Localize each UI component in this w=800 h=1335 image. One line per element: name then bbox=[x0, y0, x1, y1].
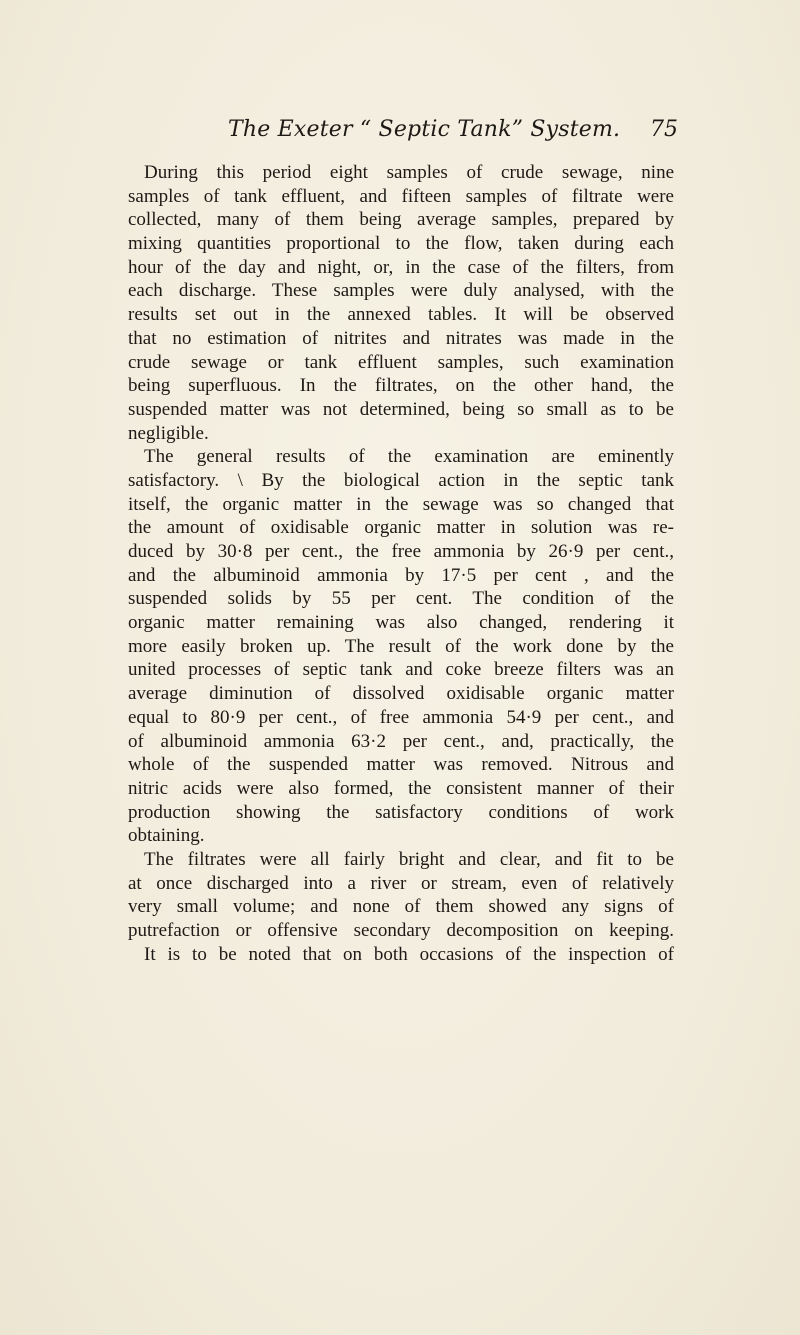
text-line: production showing the satisfactory conditions of work bbox=[128, 801, 674, 823]
text-line: results set out in the annexed tables. It will be observed bbox=[128, 304, 674, 326]
text-line: united processes of septic tank and coke breeze filters was an bbox=[128, 659, 674, 681]
text-line: mixing quantities proportional to the flow, taken during each bbox=[128, 233, 674, 255]
text-line: During this period eight samples of crude sewage, nine bbox=[144, 162, 674, 183]
text-line: satisfactory. \ By the biological action in the septic tank bbox=[128, 469, 674, 491]
text-line: organic matter remaining was also changed, rendering it bbox=[128, 612, 674, 634]
text-line: It is to be noted that on both occasions of the inspection of bbox=[144, 943, 674, 965]
text-line: obtaining. bbox=[128, 825, 205, 847]
text-line: each discharge. These samples were duly analysed, with the bbox=[128, 280, 674, 302]
text-line: the amount of oxidisable organic matter in solution was re- bbox=[128, 517, 674, 539]
text-line: negligible. bbox=[128, 422, 209, 444]
running-head bbox=[0, 117, 800, 153]
running-title: The Exeter “ Septic Tank” System. bbox=[228, 117, 621, 142]
text-line: average diminution of dissolved oxidisable organic matter bbox=[128, 683, 674, 705]
text-line: whole of the suspended matter was removed. Nitrous and bbox=[128, 754, 674, 776]
text-line: duced by 30·8 per cent., the free ammonia by 26·9 per cent., bbox=[128, 541, 674, 562]
body-text bbox=[128, 161, 674, 966]
page-number: 75 bbox=[650, 117, 678, 142]
text-line: suspended matter was not determined, being so small as to be bbox=[128, 398, 674, 420]
text-line: being superfluous. In the filtrates, on the other hand, the bbox=[128, 375, 674, 397]
text-line: The general results of the examination are eminently bbox=[144, 446, 674, 468]
text-line: crude sewage or tank effluent samples, such examination bbox=[128, 351, 674, 373]
text-line: that no estimation of nitrites and nitrates was made in the bbox=[128, 327, 674, 349]
text-line: nitric acids were also formed, the consistent manner of their bbox=[128, 777, 674, 799]
text-line: collected, many of them being average samples, prepared by bbox=[128, 209, 674, 231]
text-line: samples of tank effluent, and fifteen samples of filtrate were bbox=[128, 185, 674, 207]
text-line: of albuminoid ammonia 63·2 per cent., and, practically, the bbox=[128, 730, 674, 752]
text-line: putrefaction or offensive secondary decomposition on keeping. bbox=[128, 920, 674, 941]
text-line: at once discharged into a river or stream, even of relatively bbox=[128, 872, 674, 894]
text-line: and the albuminoid ammonia by 17·5 per cent , and the bbox=[128, 564, 674, 586]
text-line: very small volume; and none of them showed any signs of bbox=[128, 896, 674, 918]
text-line: The filtrates were all fairly bright and clear, and fit to be bbox=[144, 848, 674, 870]
text-line: hour of the day and night, or, in the case of the filters, from bbox=[128, 256, 674, 278]
text-line: itself, the organic matter in the sewage was so changed that bbox=[128, 493, 674, 515]
text-line: equal to 80·9 per cent., of free ammonia 54·9 per cent., and bbox=[128, 706, 674, 728]
text-line: suspended solids by 55 per cent. The condition of the bbox=[128, 588, 674, 610]
text-line: more easily broken up. The result of the work done by the bbox=[128, 635, 674, 657]
